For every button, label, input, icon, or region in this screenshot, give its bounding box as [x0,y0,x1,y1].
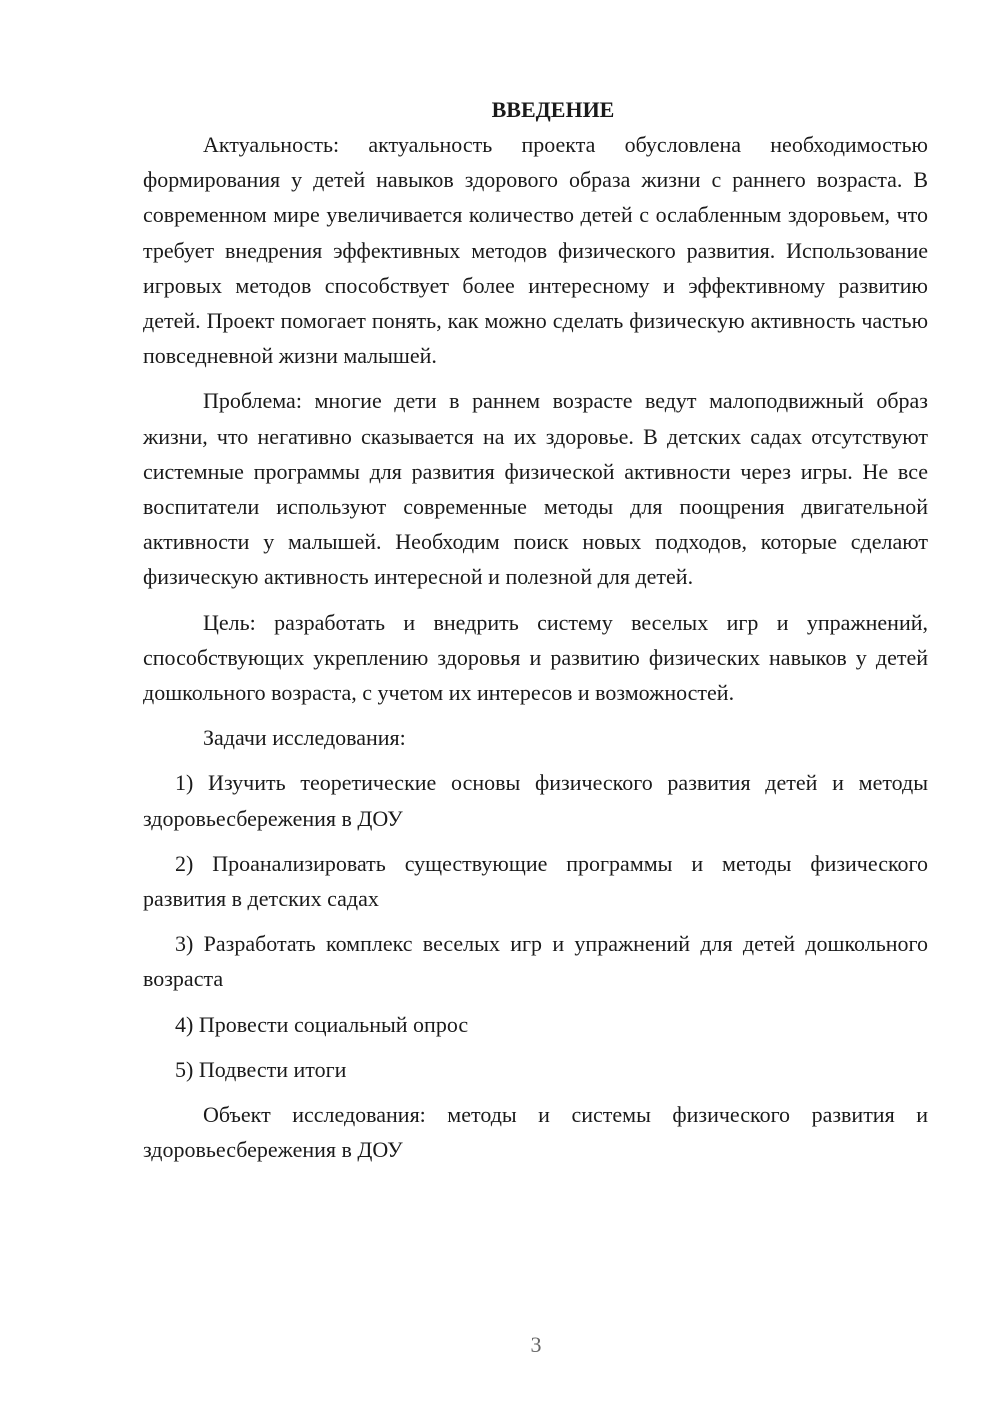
page-content [143,92,928,1167]
tasks-title: Задачи исследования: [203,725,406,751]
task-item-5: 5) Подвести итоги [175,1056,347,1082]
page-number: 3 [530,1332,542,1357]
page-heading: ВВЕДЕНИЕ [491,97,615,122]
goal-paragraph: Цель: разработать и внедрить систему веселых игр и упражнений, способствующих укреплению здоровья и развитию физических навыков у детей дошкольного возраста, с учетом их интересов и возможностей. [143,609,928,706]
task-item-1: 1) Изучить теоретические основы физического развития детей и методы здоровьесбережения в ДОУ [143,770,928,831]
task-item-4: 4) Провести социальный опрос [175,1011,469,1037]
task-item-3: 3) Разработать комплекс веселых игр и упражнений для детей дошкольного возраста [143,931,928,992]
problem-paragraph: Проблема: многие дети в раннем возрасте ведут малоподвижный образ жизни, что негативно сказывается на их здоровье. В детских садах отсутствуют системные программы для развития физической активности через игры. Не все воспитатели используют современные методы для поощрения двигательной активности у малышей. Необходим поиск новых подходов, которые сделают физическую активность интересной и полезной для детей. [143,388,928,590]
relevance-paragraph: Актуальность: актуальность проекта обусловлена необходимостью формирования у детей навыков здорового образа жизни с раннего возраста. В современном мире увеличивается количество детей с ослабленным здоровьем, что требует внедрения эффективных методов физического развития. Использование игровых методов способствует более интересному и эффективному развитию детей. Проект помогает понять, как можно сделать физическую активность частью повседневной жизни малышей. [143,132,928,369]
task-item-2: 2) Проанализировать существующие программы и методы физического развития в детских садах [143,850,928,912]
object-paragraph: Объект исследования: методы и системы физического развития и здоровьесбережения в ДОУ [143,1102,928,1163]
